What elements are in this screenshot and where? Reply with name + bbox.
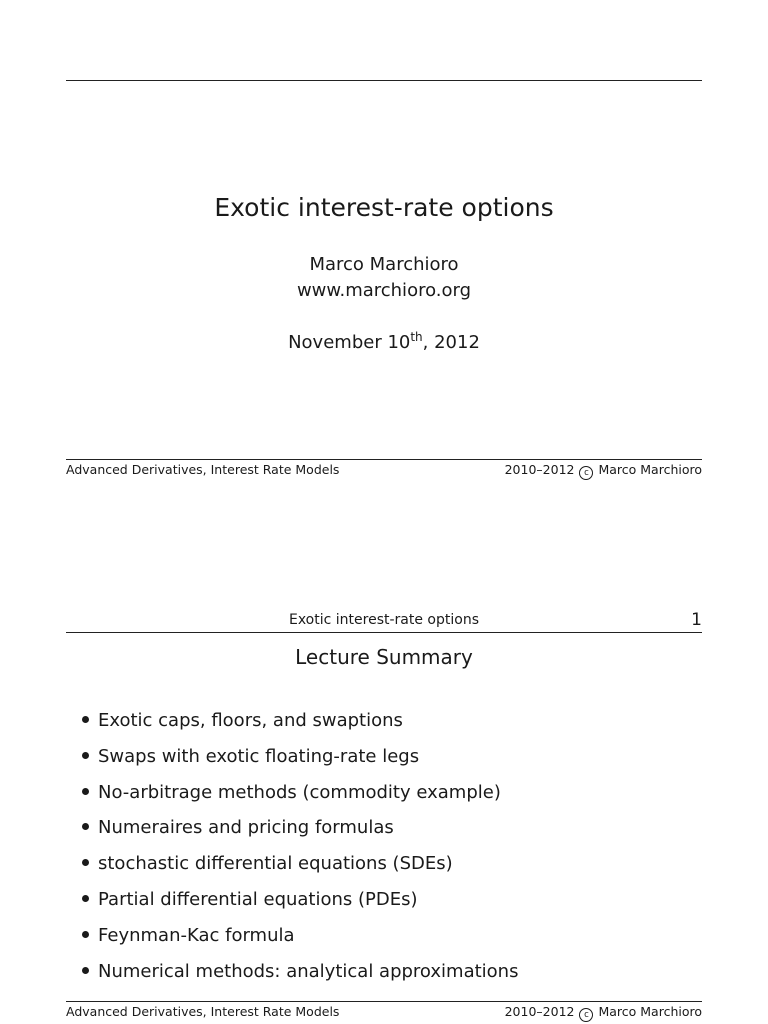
bullet-icon (82, 752, 89, 759)
header-rule (66, 632, 702, 633)
footer-rule-1 (66, 459, 702, 460)
author-name: Marco Marchioro (309, 254, 459, 275)
page-number: 1 (691, 610, 702, 630)
slide-title: Exotic interest-rate options (214, 193, 554, 222)
footer-rule-2 (66, 1001, 702, 1002)
footer-copyright-2 (505, 1004, 702, 1022)
author-website: www.marchioro.org (296, 280, 472, 301)
list-item-text: Swaps with exotic floating-rate legs (98, 745, 420, 767)
bullet-icon (82, 716, 89, 723)
list-item (82, 780, 518, 816)
copyright-icon: c (579, 1008, 593, 1022)
date-prefix: November 10 (288, 332, 411, 353)
list-item-text: No-arbitrage methods (commodity example) (98, 781, 501, 803)
running-head: Exotic interest-rate options (288, 612, 479, 628)
list-item-text: stochastic differential equations (SDEs) (98, 853, 453, 875)
list-item (82, 923, 518, 959)
presentation-date (0, 332, 768, 353)
list-item (82, 851, 518, 887)
list-item-text: Feynman-Kac formula (98, 924, 295, 946)
copyright-icon: c (579, 466, 593, 480)
footer-course-1: Advanced Derivatives, Interest Rate Models (66, 462, 340, 477)
footer-name: Marco Marchioro (598, 1004, 702, 1019)
list-item (82, 744, 518, 780)
footer-years: 2010–2012 (504, 1004, 575, 1019)
footer-copyright-1 (505, 462, 702, 480)
footer-years: 2010–2012 (504, 462, 575, 477)
summary-list (82, 708, 518, 994)
date-suffix: , 2012 (422, 332, 480, 353)
date-ordinal: th (410, 330, 423, 344)
bullet-icon (82, 823, 89, 830)
top-rule (66, 80, 702, 81)
bullet-icon (82, 931, 89, 938)
list-item (82, 708, 518, 744)
section-title: Lecture Summary (295, 645, 473, 669)
footer-course-2: Advanced Derivatives, Interest Rate Models (66, 1004, 340, 1019)
bullet-icon (82, 859, 89, 866)
bullet-icon (82, 967, 89, 974)
list-item (82, 887, 518, 923)
list-item-text: Numerical methods: analytical approximations (98, 960, 519, 982)
list-item (82, 959, 518, 995)
list-item-text: Exotic caps, floors, and swaptions (98, 710, 403, 731)
footer-name: Marco Marchioro (598, 462, 702, 477)
list-item (82, 815, 518, 851)
list-item-text: Numeraires and pricing formulas (98, 817, 394, 839)
bullet-icon (82, 895, 89, 902)
bullet-icon (82, 788, 89, 795)
list-item-text: Partial differential equations (PDEs) (98, 888, 418, 910)
